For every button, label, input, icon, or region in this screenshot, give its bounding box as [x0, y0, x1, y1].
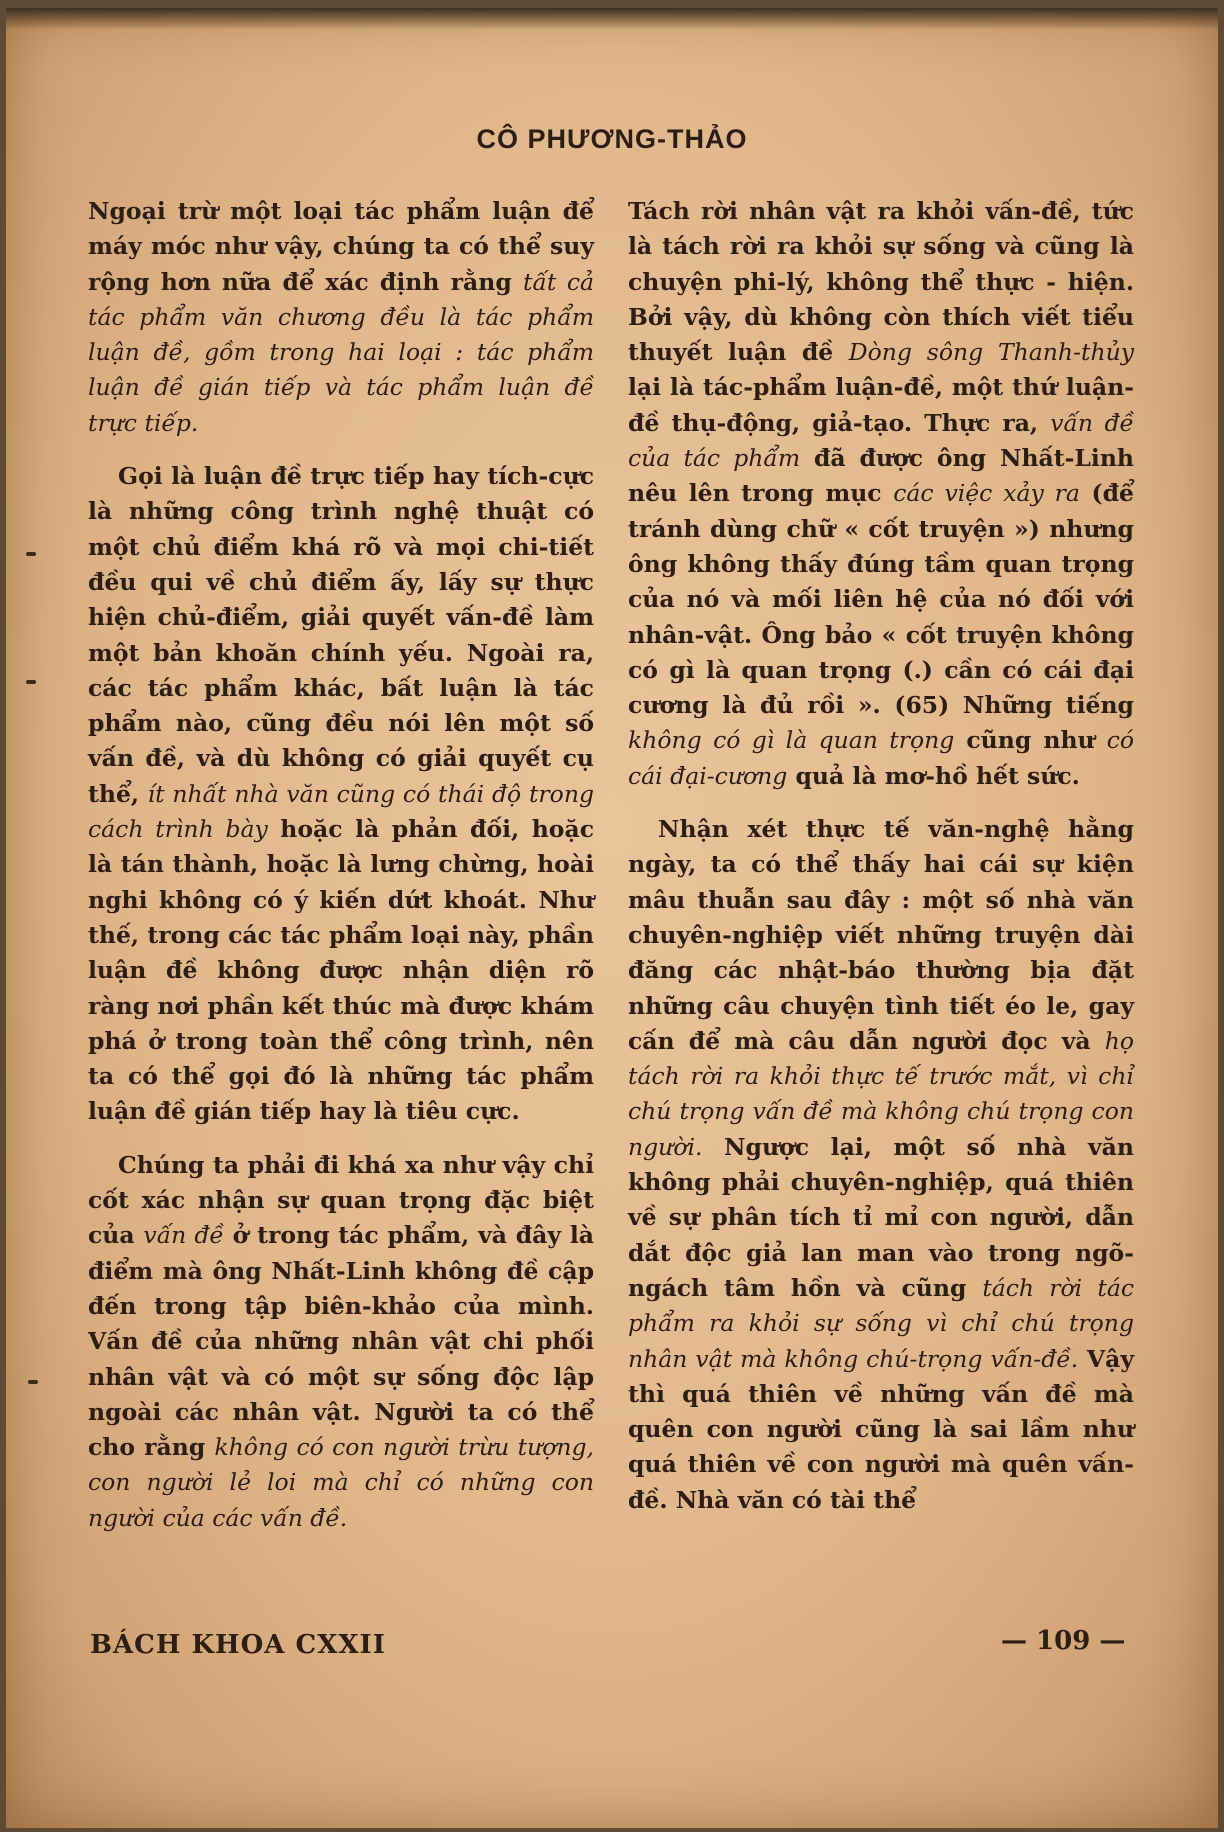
margin-mark [28, 1380, 38, 1384]
left-column [88, 194, 594, 1536]
italic-run: các việc xảy ra [893, 479, 1080, 508]
italic-run: ít nhất nhà văn cũng có thái độ trong cách trình bày [88, 779, 594, 844]
margin-mark [26, 680, 36, 684]
italic-run: tất cả tác phẩm văn chương đều là tác phẩm luận đề, gồm trong hai loại : tác phẩm luận đề gián tiếp và tác phẩm luận đề trực tiếp. [88, 267, 594, 437]
right-paragraph-1 [628, 194, 1134, 794]
text-run: lại là tác-phẩm luận-đề, một thứ luận-đề thụ-động, giả-tạo. Thực ra, [628, 373, 1134, 437]
text-run: đã được ông Nhất-Linh nêu lên trong mục [628, 444, 1134, 508]
text-run: Ngược lại, một số nhà văn không phải chuyên-nghiệp, quá thiên về sự phân tích tỉ mỉ con người, dẫn dắt độc giả lan man vào trong ngõ-ngách tâm hồn và cũng [628, 1132, 1134, 1302]
italic-run: không có gì là quan trọng [628, 726, 955, 755]
text-run: Vậy thì quá thiên về những vấn đề mà quên con người cũng là sai lầm như quá thiên về con người mà quên vấn-đề. Nhà văn có tài thể [628, 1344, 1135, 1514]
italic-run: vấn đề [143, 1221, 224, 1250]
text-run: Gọi là luận đề trực tiếp hay tích-cực là những công trình nghệ thuật có một chủ điểm khá rõ và mọi chi-tiết đều qui về chủ điểm ấy, lấy sự thực hiện chủ-điểm, giải quyết vấn-đề làm một bản khoăn chính yếu. Ngoài ra, các tác phẩm khác, bất luận là tác phẩm nào, cũng đều nói lên một số vấn đề, và dù không có giải quyết cụ thể, [88, 462, 594, 808]
journal-footer: BÁCH KHOA CXXII [90, 1630, 386, 1660]
text-run: cũng như [954, 726, 1107, 755]
italic-run: không có con người trừu tượng, con người lẻ loi mà chỉ có những con người của các vấn đề. [88, 1433, 595, 1532]
text-run: Chúng ta phải đi khá xa như vậy chỉ cốt xác nhận sự quan trọng đặc biệt của [88, 1150, 594, 1250]
page-edge-stain [6, 8, 1218, 30]
italic-run: tách rời tác phẩm ra khỏi sự sống vì chỉ chú trọng nhân vật mà không chú-trọng vấn-đề. [628, 1273, 1134, 1373]
text-run: quả là mơ-hồ hết sức. [787, 761, 1080, 790]
left-paragraph-2 [88, 459, 594, 1130]
page-title: CÔ PHƯƠNG-THẢO [476, 124, 748, 154]
italic-run: họ tách rời ra khỏi thực tế trước mắt, vì chỉ chú trọng vấn đề mà không chú trọng con người. [628, 1026, 1134, 1161]
book-page [6, 8, 1218, 1828]
text-run: hoặc là phản đối, hoặc là tán thành, hoặc là lưng chừng, hoài nghi không có ý kiến dứt khoát. Như thế, trong các tác phẩm loại này, phần luận đề không được nhận diện rõ ràng nơi phần kết thúc mà được khám phá ở trong toàn thể công trình, nên ta có thể gọi đó là những tác phẩm luận đề gián tiếp hay là tiêu cực. [88, 815, 595, 1126]
text-run: ở trong tác phẩm, và đây là điểm mà ông Nhất-Linh không đề cập đến trong tập biên-khảo của mình. Vấn đề của những nhân vật chi phối nhân vật và có một sự sống độc lập ngoài các nhân vật. Người ta có thể cho rằng [88, 1221, 594, 1462]
text-run: Tách rời nhân vật ra khỏi vấn-đề, tức là tách rời ra khỏi sự sống và cũng là chuyện phi-lý, không thể thực - hiện. Bởi vậy, dù không còn thích viết tiểu thuyết luận đề [628, 197, 1134, 367]
page-number: — 109 — [1001, 1626, 1126, 1656]
text-run: Nhận xét thực tế văn-nghệ hằng ngày, ta có thể thấy hai cái sự kiện mâu thuẫn sau đây : một số nhà văn chuyên-nghiệp viết những truyện dài đăng các nhật-báo thường bịa đặt những câu chuyện tình tiết éo le, gay cấn để mà câu dẫn người đọc và [628, 815, 1134, 1055]
right-column [628, 194, 1134, 1518]
left-paragraph-3 [88, 1148, 594, 1536]
text-run: (để tránh dùng chữ « cốt truyện ») nhưng ông không thấy đúng tầm quan trọng của nó và mối liên hệ của nó đối với nhân-vật. Ông bảo « cốt truyện không có gì là quan trọng (.) cần có cái đại cương là đủ rồi ». (65) Những tiếng [628, 479, 1134, 720]
italic-run: vấn đề của tác phẩm [628, 408, 1134, 473]
italic-run: Dòng sông Thanh-thủy [848, 338, 1134, 367]
right-paragraph-2 [628, 812, 1134, 1518]
text-run: Ngoại trừ một loại tác phẩm luận để máy móc như vậy, chúng ta có thể suy rộng hơn nữa để xác định rằng [88, 197, 594, 296]
italic-run: có cái đại-cương [628, 726, 1135, 790]
left-paragraph-1 [88, 194, 594, 441]
margin-mark [26, 552, 36, 556]
